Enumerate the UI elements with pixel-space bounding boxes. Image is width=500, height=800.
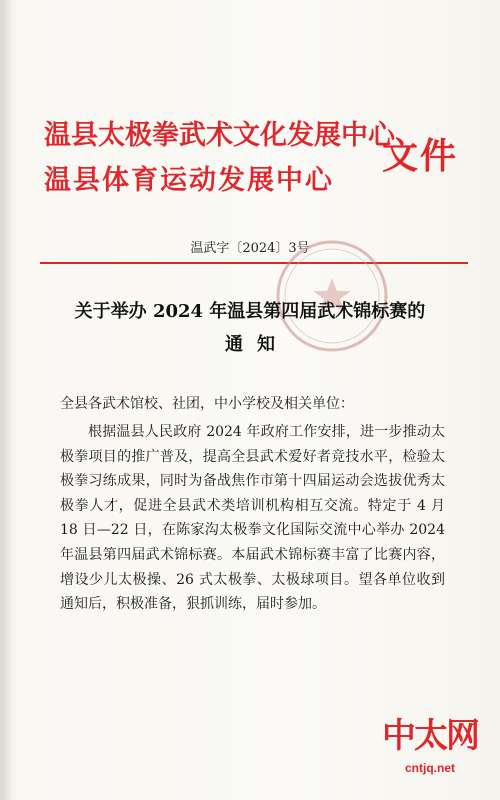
org-name-line2: 温县体育运动发展中心: [44, 165, 334, 196]
notice-body: 根据温县人民政府 2024 年政府工作安排，进一步推动太极拳项目的推广普及，提高全县武术爱好者竞技水平，检验太极拳习练成果，同时为备战焦作市第十四届运动会选拔优秀太极拳人才，促进全县武术类培训机构相互交流。特定于 4 月 18 日—22 日，在陈家沟太极拳文化国际交流中心举办 2024 年温县第四届武术锦标赛。本届武术锦标赛丰富了比赛内容，增设少儿太极操、26 式太极拳、太极球项目。望各单位收到通知后，积极准备，狠抓训练，届时参加。: [60, 424, 445, 613]
salutation: 全县各武术馆校、社团，中小学校及相关单位：: [60, 396, 354, 412]
red-divider: [40, 262, 468, 264]
document-number: 温武字〔2024〕3号: [190, 241, 310, 256]
notice-title-line2: 通知: [225, 334, 289, 355]
site-watermark: [375, 708, 485, 788]
notice-title-line1: 关于举办 2024 年温县第四届武术锦标赛的: [74, 301, 426, 322]
watermark-url: cntjq.net: [405, 761, 455, 775]
page-fold-shadow: [0, 0, 12, 800]
document-word: 文件: [382, 136, 459, 177]
org-name-line1: 温县太极拳武术文化发展中心: [44, 120, 395, 151]
watermark-logo-text: 中太网: [382, 716, 478, 756]
